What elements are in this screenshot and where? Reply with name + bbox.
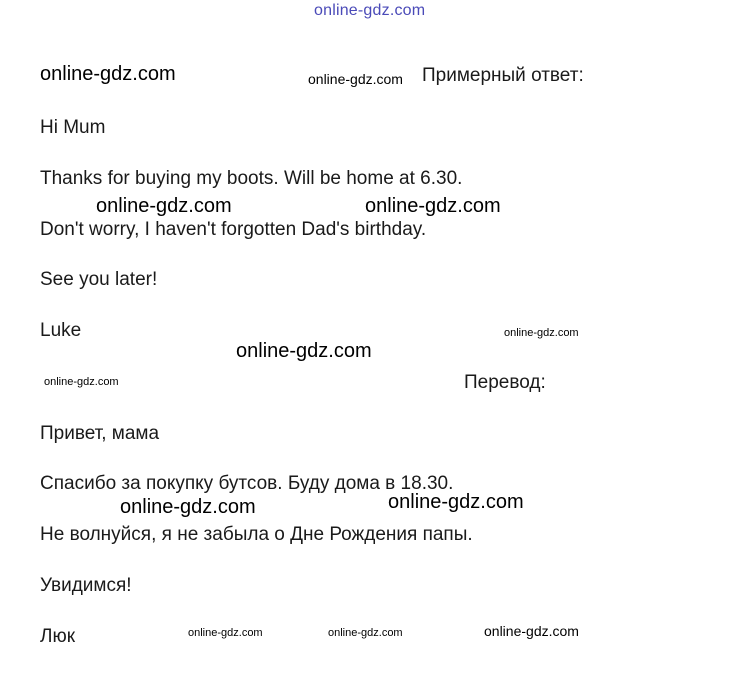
answer-label: Примерный ответ: — [422, 65, 584, 86]
watermark-h: online-gdz.com — [188, 627, 263, 639]
note-signature: Luke — [40, 320, 82, 341]
translation-line-3: Увидимся! — [40, 575, 132, 596]
watermark-d: online-gdz.com — [236, 340, 372, 362]
translation-line-1: Спасибо за покупку бутсов. Буду дома в 18.30. — [40, 473, 454, 494]
translation-greeting: Привет, мама — [40, 423, 160, 444]
header-watermark: online-gdz.com — [314, 2, 426, 19]
translation-label: Перевод: — [464, 372, 546, 393]
watermark-e: online-gdz.com — [44, 376, 119, 388]
watermark-b: online-gdz.com — [365, 195, 501, 217]
site-watermark-small: online-gdz.com — [308, 71, 403, 87]
watermark-i: online-gdz.com — [328, 627, 403, 639]
watermark-c: online-gdz.com — [504, 327, 579, 339]
watermark-a: online-gdz.com — [96, 195, 232, 217]
note-greeting: Hi Mum — [40, 117, 106, 138]
watermark-j: online-gdz.com — [484, 623, 579, 639]
translation-line-2: Не волнуйся, я не забыла о Дне Рождения папы. — [40, 524, 473, 545]
note-line-3: See you later! — [40, 269, 158, 290]
translation-signature: Люк — [40, 626, 76, 647]
note-line-2: Don't worry, I haven't forgotten Dad's birthday. — [40, 219, 427, 240]
note-line-1: Thanks for buying my boots. Will be home at 6.30. — [40, 168, 463, 189]
watermark-g: online-gdz.com — [388, 491, 524, 513]
site-watermark-heading: online-gdz.com — [40, 63, 176, 85]
watermark-f: online-gdz.com — [120, 496, 256, 518]
